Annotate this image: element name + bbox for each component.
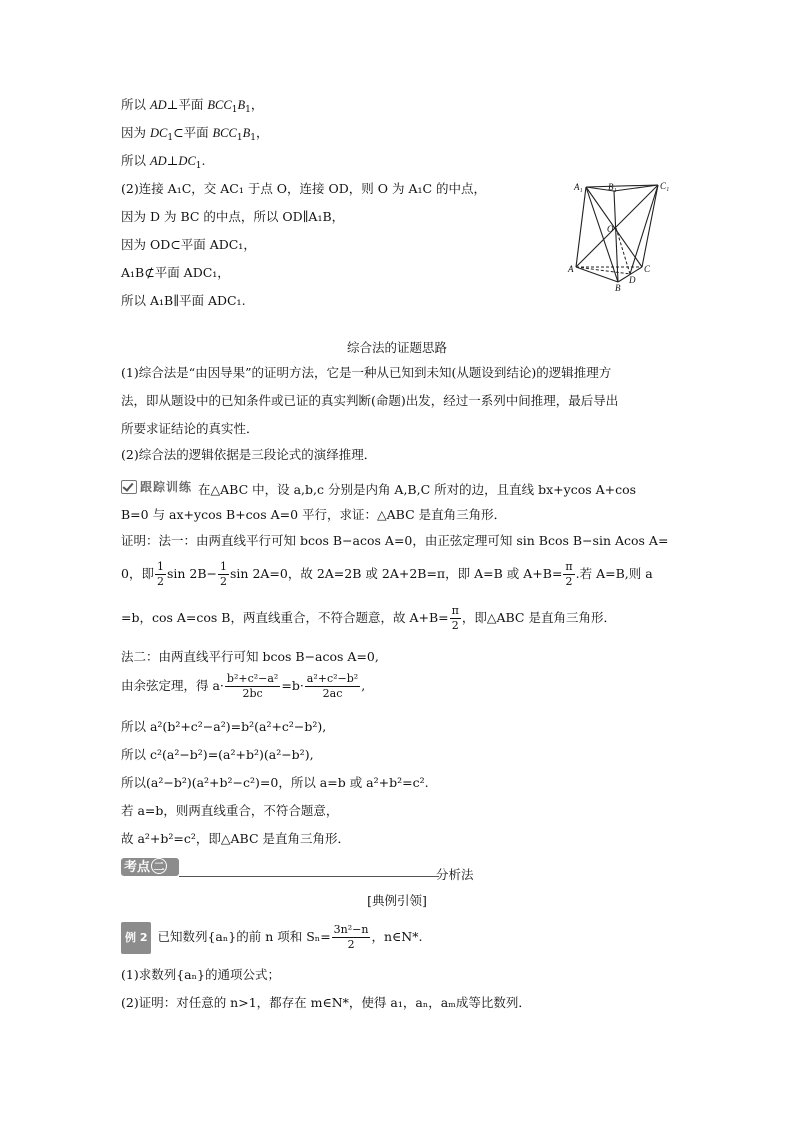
label-c: C <box>644 264 651 274</box>
example-badge: 例 2 <box>121 922 151 954</box>
check-icon <box>121 480 137 494</box>
para-1b: 法，即从题设中的已知条件或已证的真实判断(命题)出发，经过一系列中间推理，最后导出 <box>121 393 619 408</box>
para-1c: 所要求证结论的真实性． <box>121 421 259 436</box>
fraction-half-2: $\frac{1}{2}$ <box>220 560 228 588</box>
proof-line-6: 因为 OD⊂平面 ADC₁， <box>121 237 256 252</box>
kaodian-badge: 考点 二 <box>121 858 179 876</box>
method2-line-1: 法二：由两直线平行可知 bcos B−acos A=0, <box>121 649 379 664</box>
section-title: 综合法的证题思路 <box>346 340 447 355</box>
example-lead: [典例引领] <box>367 893 427 908</box>
proof-line-8: 所以 A₁B∥平面 ADC₁. <box>121 293 246 308</box>
fraction-half-1: $\frac{1}{2}$ <box>156 560 164 588</box>
training-question-2: B=0 与 ax+ycos B+cos A=0 平行，求证：△ABC 是直角三角形． <box>121 507 507 522</box>
method2-line-5: 所以(a²−b²)(a²+b²−c²)=0，所以 a=b 或 a²+b²=c². <box>121 775 429 790</box>
para-2: (2)综合法的逻辑依据是三段论式的演绎推理． <box>121 447 377 462</box>
solution-line-2: 0，即 $\frac{1}{2}$ sin 2B− $\frac{1}{2}$ sin 2A=0，故 2A=2B 或 2A+2B=π，即 A=B 或 A+B= $\frac{\pi}{2}$ .若 A=B,则 a <box>121 560 653 588</box>
example-part-2: (2)证明：对任意的 n>1，都存在 m∈N*，使得 a₁，aₙ，aₘ成等比数列． <box>121 995 531 1010</box>
method2-line-3: 所以 a²(b²+c²−a²)=b²(a²+c²−b²), <box>121 719 327 734</box>
label-a: A <box>568 264 574 274</box>
fraction-cos-a: $\frac{\text{b²+c²−a²}}{2bc}$ <box>226 672 279 700</box>
kaodian-rule <box>179 876 439 877</box>
edge-c1-c <box>642 185 658 267</box>
prism-figure <box>566 178 670 292</box>
kaodian-header <box>121 858 441 880</box>
label-b1: B₁ <box>608 182 617 192</box>
solution-line-1: 证明：法一：由两直线平行可知 bcos B−acos A=0，由正弦定理可知 sin Bcos B−sin Acos A= <box>121 533 669 548</box>
label-c1: C₁ <box>660 181 670 191</box>
fraction-pi-over-2b: $\frac{\pi}{2}$ <box>451 604 459 632</box>
training-badge: 跟踪训练 <box>121 478 192 496</box>
solution-line-3: =b，cos A=cos B，两直线重合，不符合题意，故 A+B= $\frac{\pi}{2}$ ，即△ABC 是直角三角形． <box>121 604 616 632</box>
example-part-1: (1)求数列{aₙ}的通项公式； <box>121 967 280 982</box>
proof-line-5: 因为 D 为 BC 的中点，所以 OD∥A₁B， <box>121 209 345 224</box>
fraction-cos-b: $\frac{\text{a²+c²−b²}}{2ac}$ <box>306 672 359 700</box>
proof-line-2: 因为 $DC_1\subset$平面 $BCC_1B_1$， <box>121 125 269 143</box>
proof-line-4: (2)连接 A₁C，交 AC₁ 于点 O，连接 OD，则 O 为 A₁C 的中点， <box>121 181 487 196</box>
fraction-sn: $\frac{\text{3n²−n}}{2}$ <box>333 923 369 951</box>
method2-line-4: 所以 c²(a²−b²)=(a²+b²)(a²−b²), <box>121 747 314 762</box>
label-b: B <box>615 283 621 292</box>
kaodian-title: 分析法 <box>436 867 474 882</box>
label-o: O <box>607 224 614 234</box>
edge-a1-b <box>586 187 618 282</box>
proof-line-1: 所以 AD⊥平面 $BCC_1B_1$， <box>121 97 264 115</box>
example-question: 例 2 已知数列{aₙ}的前 n 项和 Sₙ= $\frac{\text{3n²−n}}{2}$ ，n∈N*. <box>121 922 422 954</box>
para-1a: (1)综合法是“由因导果”的证明方法，它是一种从已知到未知(从题设到结论)的逻辑推理方 <box>121 365 612 380</box>
label-a1: A₁ <box>574 182 583 192</box>
method2-line-6: 若 a=b，则两直线重合，不符合题意， <box>121 803 339 818</box>
training-question-1: 跟踪训练 在△ABC 中，设 a,b,c 分别是内角 A,B,C 所对的边，且直线 bx+ycos A+cos <box>121 478 636 499</box>
method2-line-2: 由余弦定理，得 a· $\frac{\text{b²+c²−a²}}{2bc}$ =b· $\frac{\text{a²+c²−b²}}{2ac}$ , <box>121 672 366 700</box>
label-d: D <box>629 275 636 285</box>
edge-a-d-dashed <box>576 267 630 274</box>
proof-line-7: A₁B⊄平面 ADC₁， <box>121 265 230 280</box>
edge-b1-b <box>614 191 618 282</box>
fraction-pi-over-2: $\frac{\pi}{2}$ <box>565 560 573 588</box>
edge-a1-a <box>576 187 586 267</box>
proof-line-3: 所以 $AD\perp DC_1$. <box>121 153 206 171</box>
method2-line-7: 故 a²+b²=c²，即△ABC 是直角三角形． <box>121 831 351 846</box>
